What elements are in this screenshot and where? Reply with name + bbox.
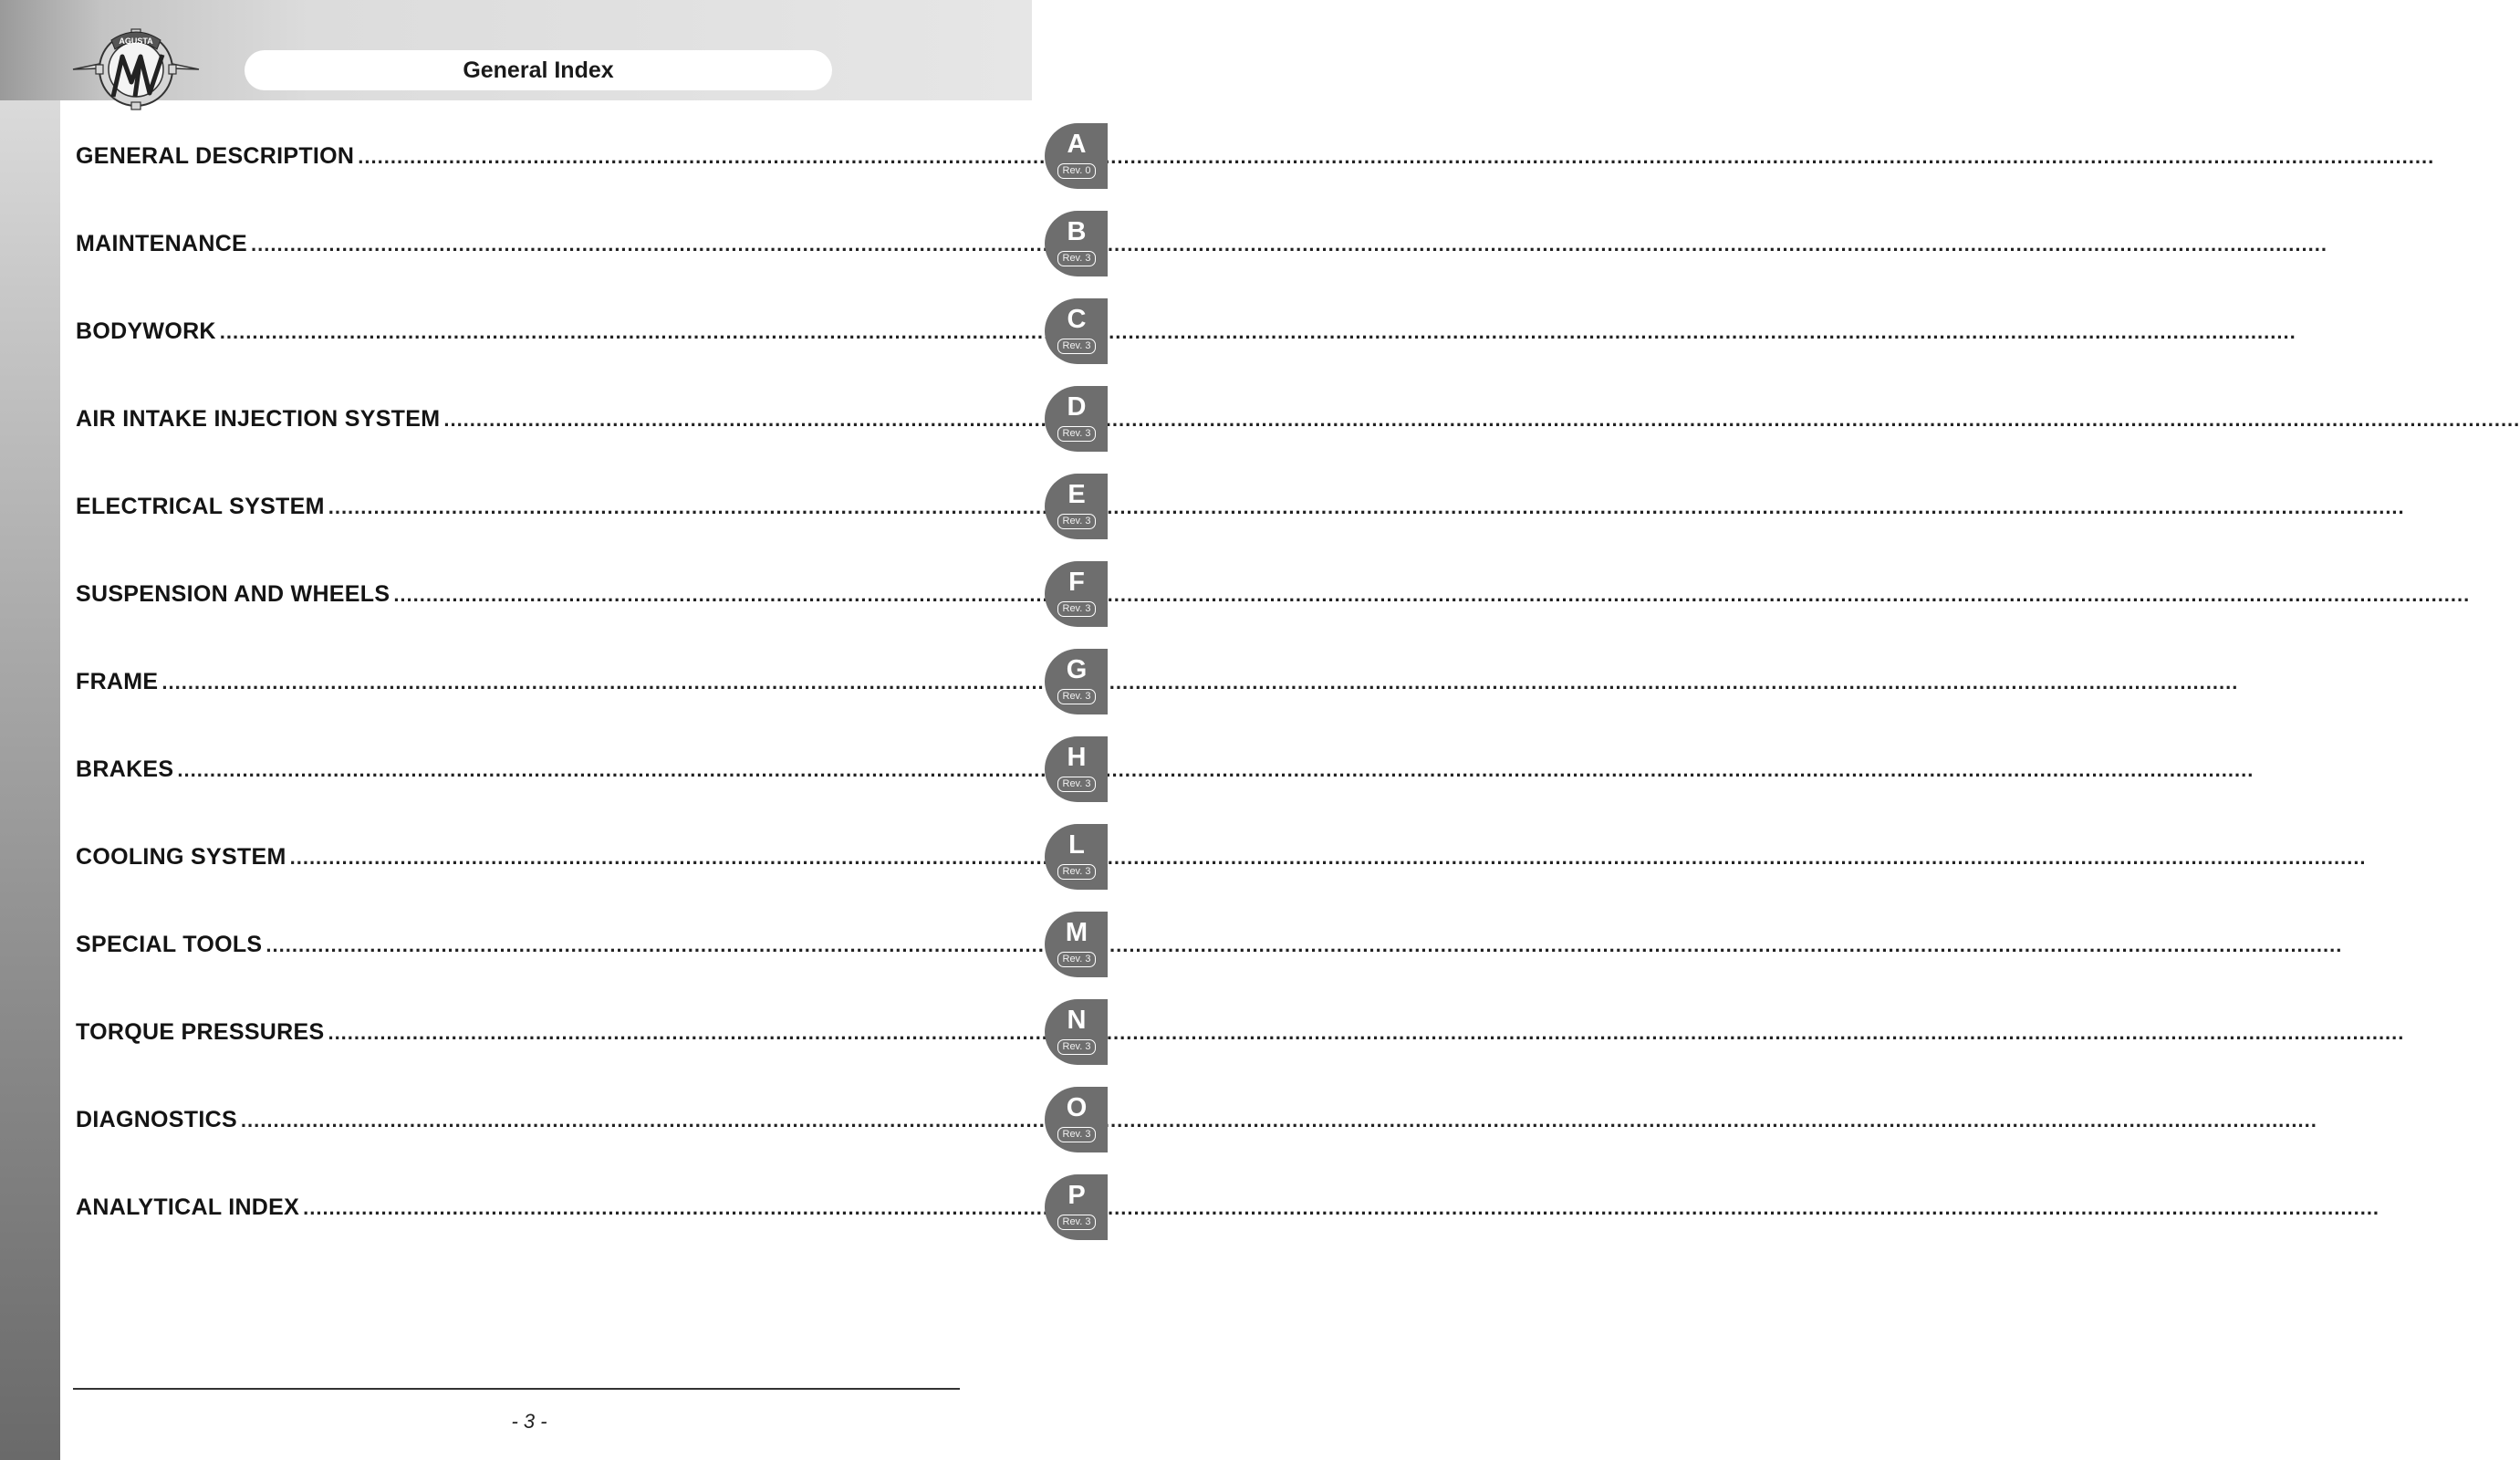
index-entry-label: FRAME bbox=[76, 669, 159, 694]
revision-badge: Rev. 3 bbox=[1057, 777, 1096, 792]
section-tab[interactable] bbox=[1045, 123, 1108, 189]
index-entry-line bbox=[76, 581, 963, 612]
dot-leader bbox=[328, 1021, 2404, 1045]
section-tab-letter: E bbox=[1067, 480, 1086, 509]
index-entry[interactable] bbox=[76, 824, 1091, 912]
revision-badge: Rev. 3 bbox=[1057, 251, 1096, 266]
section-tab[interactable] bbox=[1045, 386, 1108, 452]
index-entry-line bbox=[76, 1107, 963, 1138]
revision-badge: Rev. 3 bbox=[1057, 952, 1096, 967]
section-tab-letter: A bbox=[1067, 130, 1087, 159]
index-entry-line bbox=[76, 1019, 963, 1050]
revision-badge: Rev. 3 bbox=[1057, 426, 1096, 442]
revision-badge: Rev. 3 bbox=[1057, 1039, 1096, 1055]
index-entry[interactable] bbox=[76, 1087, 1091, 1174]
section-tab[interactable] bbox=[1045, 1087, 1108, 1152]
section-tab-letter: P bbox=[1067, 1181, 1086, 1210]
section-tab-letter: F bbox=[1068, 568, 1085, 597]
index-entry-line bbox=[76, 231, 963, 262]
revision-badge: Rev. 3 bbox=[1057, 864, 1096, 880]
index-entry[interactable] bbox=[76, 999, 1091, 1087]
index-entry-line bbox=[76, 844, 963, 875]
section-tab[interactable] bbox=[1045, 298, 1108, 364]
section-tab-letter: D bbox=[1067, 392, 1087, 422]
dot-leader bbox=[161, 671, 2238, 694]
footer-divider bbox=[73, 1388, 960, 1390]
index-entry[interactable] bbox=[76, 474, 1091, 561]
dot-leader bbox=[220, 320, 2296, 344]
index-entry-line bbox=[76, 756, 963, 787]
dot-leader bbox=[393, 583, 2470, 607]
index-entry[interactable] bbox=[76, 211, 1091, 298]
section-tab-letter: O bbox=[1066, 1093, 1088, 1122]
index-entry-line bbox=[76, 932, 963, 963]
dot-leader bbox=[328, 495, 2405, 519]
index-entry-line bbox=[76, 406, 963, 437]
index-entry-label: BRAKES bbox=[76, 756, 174, 782]
revision-badge: Rev. 0 bbox=[1057, 163, 1096, 179]
section-tab-letter: B bbox=[1067, 217, 1087, 246]
index-entry-label: TORQUE PRESSURES bbox=[76, 1019, 325, 1045]
index-entry-label: DIAGNOSTICS bbox=[76, 1107, 237, 1132]
section-tab[interactable] bbox=[1045, 999, 1108, 1065]
index-entry[interactable] bbox=[76, 736, 1091, 824]
section-tab[interactable] bbox=[1045, 211, 1108, 276]
index-entry-label: SUSPENSION AND WHEELS bbox=[76, 581, 390, 607]
index-entry[interactable] bbox=[76, 561, 1091, 649]
index-entry-label: AIR INTAKE INJECTION SYSTEM bbox=[76, 406, 441, 432]
index-entry[interactable] bbox=[76, 912, 1091, 999]
section-tab[interactable] bbox=[1045, 474, 1108, 539]
dot-leader bbox=[303, 1196, 2379, 1220]
left-margin-band bbox=[0, 0, 60, 1460]
dot-leader bbox=[443, 408, 2520, 432]
index-entry-line bbox=[76, 318, 963, 349]
index-entry-label: ANALYTICAL INDEX bbox=[76, 1194, 300, 1220]
section-tab[interactable] bbox=[1045, 736, 1108, 802]
dot-leader bbox=[241, 1109, 2317, 1132]
section-tab-letter: N bbox=[1067, 1006, 1087, 1035]
index-entry-line bbox=[76, 669, 963, 700]
index-entry-line bbox=[76, 143, 963, 174]
logo-text: AGUSTA bbox=[119, 36, 153, 46]
index-entry-label: GENERAL DESCRIPTION bbox=[76, 143, 355, 169]
page-number: - 3 - bbox=[511, 1410, 547, 1433]
index-entry-line bbox=[76, 494, 963, 525]
dot-leader bbox=[266, 933, 2342, 957]
section-tab-letter: G bbox=[1066, 655, 1088, 684]
section-tab[interactable] bbox=[1045, 912, 1108, 977]
index-entry-line bbox=[76, 1194, 963, 1225]
revision-badge: Rev. 3 bbox=[1057, 339, 1096, 354]
section-tab[interactable] bbox=[1045, 1174, 1108, 1240]
section-tab[interactable] bbox=[1045, 561, 1108, 627]
revision-badge: Rev. 3 bbox=[1057, 601, 1096, 617]
section-tab-letter: M bbox=[1065, 918, 1088, 947]
index-entry[interactable] bbox=[76, 386, 1091, 474]
revision-badge: Rev. 3 bbox=[1057, 514, 1096, 529]
index-entry[interactable] bbox=[76, 1174, 1091, 1262]
section-tab[interactable] bbox=[1045, 824, 1108, 890]
index-entry-label: BODYWORK bbox=[76, 318, 216, 344]
index-entry-label: ELECTRICAL SYSTEM bbox=[76, 494, 325, 519]
dot-leader bbox=[358, 145, 2434, 169]
index-entry[interactable] bbox=[76, 123, 1091, 211]
section-tab[interactable] bbox=[1045, 649, 1108, 714]
index-entry[interactable] bbox=[76, 298, 1091, 386]
index-entry-label: COOLING SYSTEM bbox=[76, 844, 286, 870]
dot-leader bbox=[251, 233, 2327, 256]
revision-badge: Rev. 3 bbox=[1057, 689, 1096, 704]
revision-badge: Rev. 3 bbox=[1057, 1127, 1096, 1142]
general-index-list bbox=[76, 123, 1091, 1262]
index-entry-label: SPECIAL TOOLS bbox=[76, 932, 263, 957]
section-tab-letter: L bbox=[1068, 830, 1085, 860]
page-title: General Index bbox=[245, 50, 832, 90]
revision-badge: Rev. 3 bbox=[1057, 1215, 1096, 1230]
section-tab-letter: C bbox=[1067, 305, 1087, 334]
index-entry[interactable] bbox=[76, 649, 1091, 736]
mv-agusta-logo-icon bbox=[71, 22, 201, 113]
section-tab-letter: H bbox=[1067, 743, 1087, 772]
index-entry-label: MAINTENANCE bbox=[76, 231, 248, 256]
dot-leader bbox=[290, 846, 2367, 870]
dot-leader bbox=[177, 758, 2254, 782]
